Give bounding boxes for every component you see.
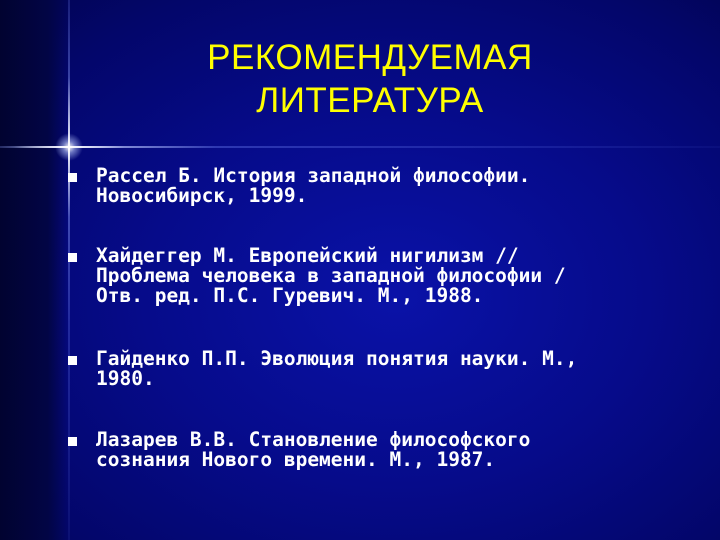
reference-line: Рассел Б. История западной философии. (96, 164, 531, 187)
square-bullet-icon (68, 253, 77, 262)
reference-line: Хайдеггер М. Европейский нигилизм // (96, 244, 519, 267)
slide-title (190, 36, 550, 122)
title-line-1: РЕКОМЕНДУЕМАЯ (207, 38, 533, 77)
reference-line: Новосибирск, 1999. (96, 184, 308, 207)
title-line-2: ЛИТЕРАТУРА (256, 81, 484, 120)
reference-line: Гайденко П.П. Эволюция понятия науки. М., (96, 347, 578, 370)
left-decor-band (0, 0, 68, 540)
reference-line: сознания Нового времени. М., 1987. (96, 448, 496, 471)
square-bullet-icon (68, 356, 77, 365)
square-bullet-icon (68, 173, 77, 182)
reference-line: 1980. (96, 367, 155, 390)
square-bullet-icon (68, 437, 77, 446)
reference-line: Проблема человека в западной философии / (96, 264, 566, 287)
reference-line: Лазарев В.В. Становление философского (96, 428, 531, 451)
reference-line: Отв. ред. П.С. Гуревич. М., 1988. (96, 284, 484, 307)
